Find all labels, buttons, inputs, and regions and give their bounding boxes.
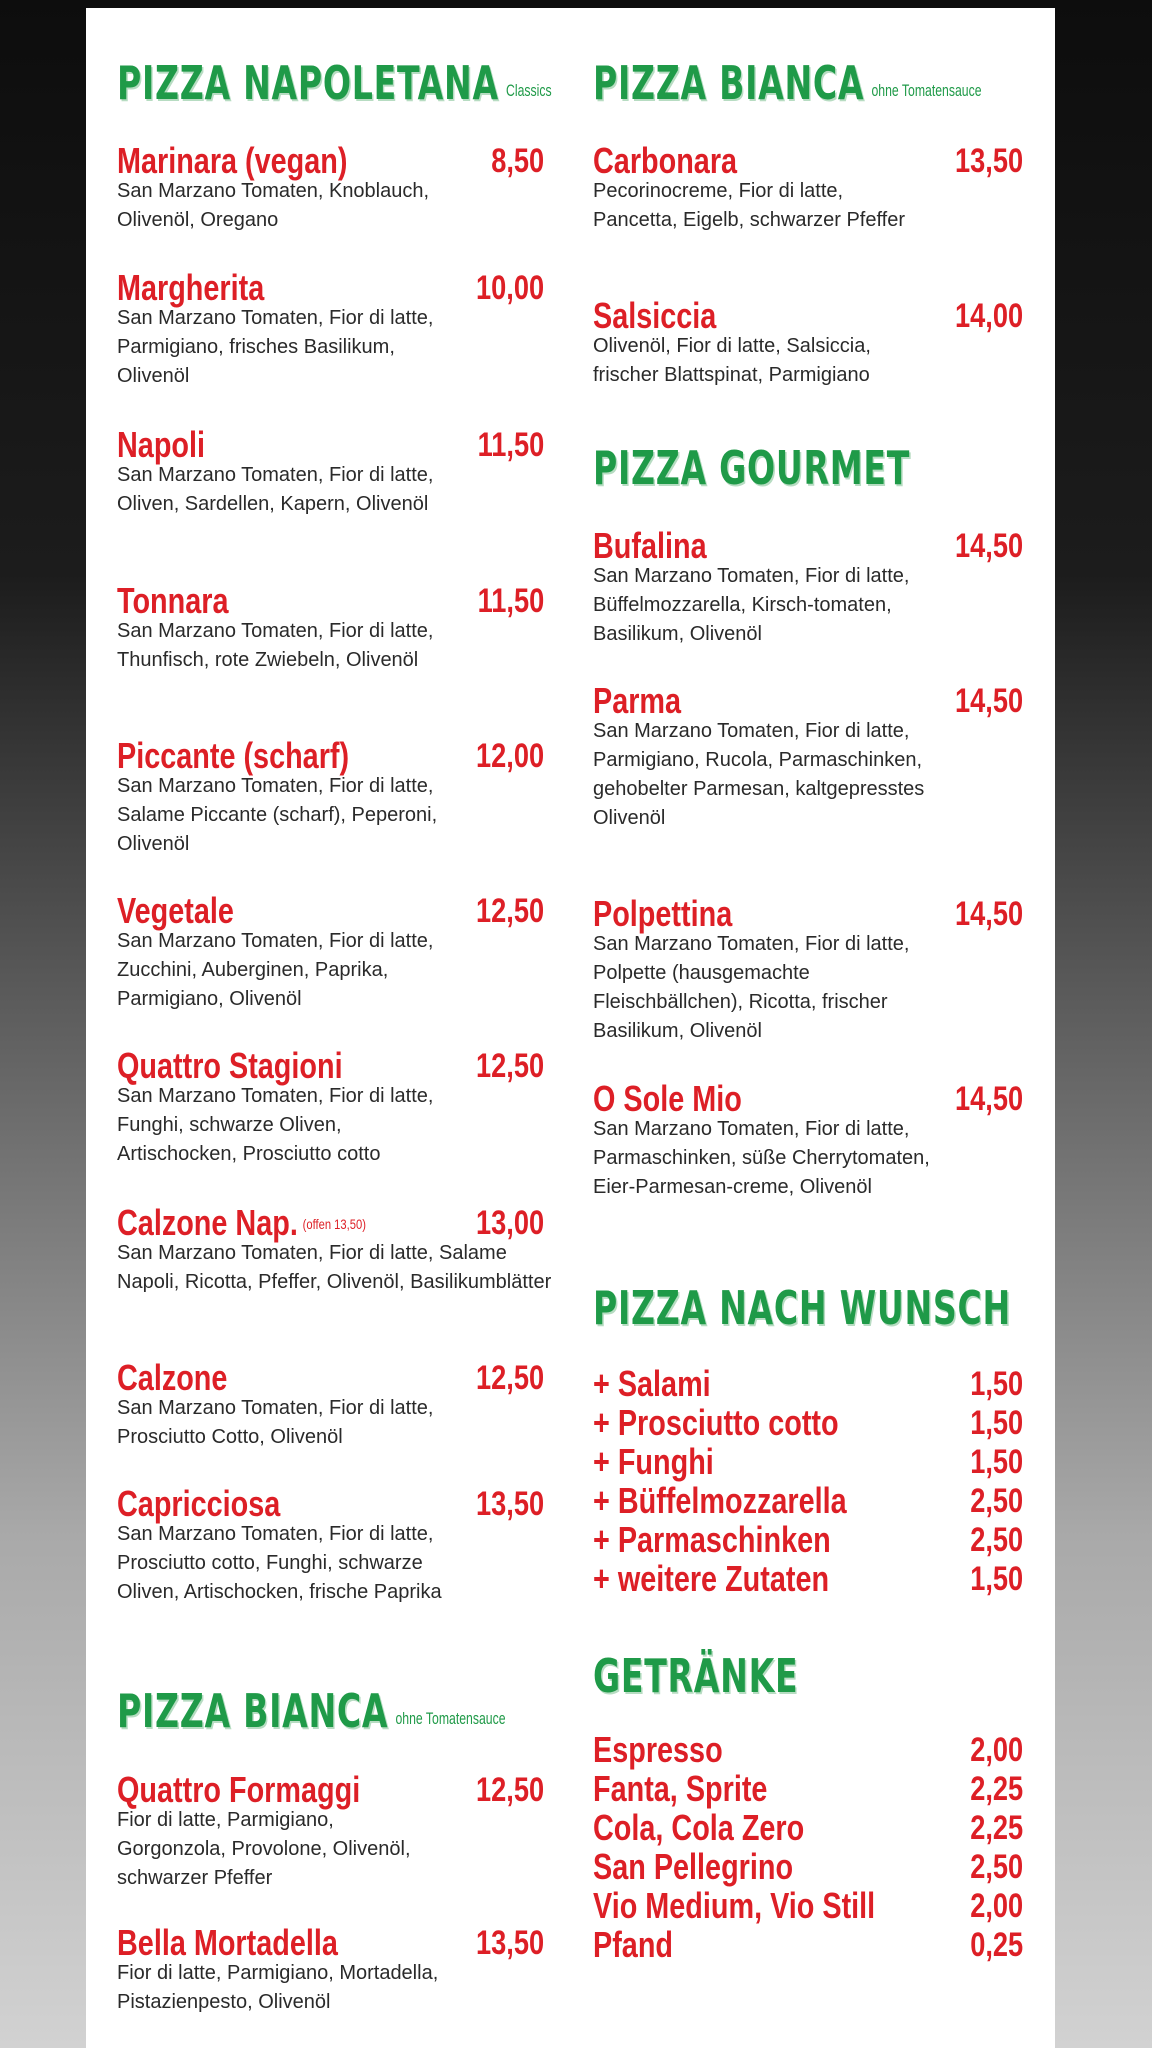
item-price: 2,50 <box>970 1521 1023 1559</box>
menu-item-carbonara <box>593 140 1023 235</box>
item-name: Bella Mortadella <box>117 1922 338 1963</box>
menu-card <box>86 8 1055 2048</box>
section-note: ohne Tomatensauce <box>395 1709 506 1728</box>
item-name: Calzone <box>117 1357 228 1398</box>
item-price: 0,25 <box>970 1926 1023 1964</box>
item-name: + Prosciutto cotto <box>593 1402 839 1443</box>
menu-item-margherita <box>117 267 544 391</box>
item-name: + Funghi <box>593 1441 714 1482</box>
item-description: San Marzano Tomaten, Fior di latte, Parmigiano, frisches Basilikum, Olivenöl <box>117 307 434 387</box>
item-name: Margherita <box>117 267 265 308</box>
item-price: 13,00 <box>475 1204 544 1242</box>
extra-weitere-zutaten <box>593 1558 1023 1600</box>
item-description: Fior di latte, Parmigiano, Gorgonzola, Provolone, Olivenöl, schwarzer Pfeffer <box>117 1809 411 1889</box>
extra-parmaschinken <box>593 1519 1023 1561</box>
item-description: San Marzano Tomaten, Fior di latte, Parmaschinken, süße Cherrytomaten, Eier-Parmesan-creme, Olivenöl <box>593 1118 930 1198</box>
section-title-text: PIZZA NACH WUNSCH <box>593 1281 1011 1335</box>
item-description: San Marzano Tomaten, Fior di latte, Prosciutto Cotto, Olivenöl <box>117 1397 434 1448</box>
item-name: Tonnara <box>117 580 229 621</box>
drink-vio <box>593 1885 1023 1927</box>
menu-item-calzone <box>117 1357 544 1452</box>
item-price: 14,50 <box>954 527 1023 565</box>
item-price: 12,50 <box>475 1359 544 1397</box>
item-description: San Marzano Tomaten, Fior di latte, Büffelmozzarella, Kirsch-tomaten, Basilikum, Olivenöl <box>593 565 910 645</box>
menu-item-bufalina <box>593 525 1023 649</box>
item-description: San Marzano Tomaten, Fior di latte, Prosciutto cotto, Funghi, schwarze Oliven, Artischocken, frische Paprika <box>117 1523 442 1603</box>
item-name: + weitere Zutaten <box>593 1558 830 1599</box>
item-name: Piccante (scharf) <box>117 735 350 776</box>
menu-item-parma <box>593 680 1023 833</box>
section-title-text: PIZZA NAPOLETANA <box>117 56 499 110</box>
item-price: 2,25 <box>970 1770 1023 1808</box>
menu-item-marinara <box>117 140 544 235</box>
menu-item-quattro-formaggi <box>117 1769 544 1893</box>
drink-espresso <box>593 1729 1023 1771</box>
section-title-wunsch <box>593 1281 1011 1335</box>
item-name: + Parmaschinken <box>593 1519 831 1560</box>
item-price: 12,50 <box>475 1047 544 1085</box>
menu-item-o-sole-mio <box>593 1078 1023 1202</box>
item-name: Parma <box>593 680 682 721</box>
item-price: 1,50 <box>970 1404 1023 1442</box>
item-description: San Marzano Tomaten, Fior di latte, Salame Piccante (scharf), Peperoni, Olivenöl <box>117 775 438 855</box>
drink-san-pellegrino <box>593 1846 1023 1888</box>
item-name: Capricciosa <box>117 1483 281 1524</box>
drink-pfand <box>593 1924 1023 1966</box>
item-price: 14,50 <box>954 682 1023 720</box>
extra-salami <box>593 1363 1023 1405</box>
section-title-text: PIZZA GOURMET <box>593 441 911 495</box>
item-price: 2,50 <box>970 1848 1023 1886</box>
item-price: 2,00 <box>970 1731 1023 1769</box>
item-name: Quattro Formaggi <box>117 1769 361 1810</box>
menu-item-napoli <box>117 424 544 519</box>
item-price: 13,50 <box>475 1924 544 1962</box>
item-price: 11,50 <box>477 582 544 620</box>
drink-cola <box>593 1807 1023 1849</box>
menu-item-tonnara <box>117 580 544 675</box>
item-name: Vegetale <box>117 890 234 931</box>
item-description: Olivenöl, Fior di latte, Salsiccia, frischer Blattspinat, Parmigiano <box>593 335 871 386</box>
section-note: ohne Tomatensauce <box>871 81 982 100</box>
menu-item-quattro-stagioni <box>117 1045 544 1169</box>
drink-fanta-sprite <box>593 1768 1023 1810</box>
item-name-text: Calzone Nap. <box>117 1202 298 1243</box>
item-price: 12,50 <box>475 1771 544 1809</box>
item-description: San Marzano Tomaten, Fior di latte, Zucchini, Auberginen, Paprika, Parmigiano, Olivenöl <box>117 930 434 1010</box>
item-name <box>117 1202 366 1243</box>
item-name: Polpettina <box>593 893 733 934</box>
item-price: 13,50 <box>954 142 1023 180</box>
item-price: 12,00 <box>475 737 544 775</box>
item-price: 11,50 <box>477 426 544 464</box>
extra-prosciutto <box>593 1402 1023 1444</box>
section-title-gourmet <box>593 441 911 495</box>
item-price: 14,50 <box>954 895 1023 933</box>
item-price: 13,50 <box>475 1485 544 1523</box>
item-description: San Marzano Tomaten, Fior di latte, Polpette (hausgemachte Fleischbällchen), Ricotta, frischer Basilikum, Olivenöl <box>593 933 910 1042</box>
menu-item-capricciosa <box>117 1483 544 1607</box>
section-title-napoletana <box>117 56 552 110</box>
item-price: 2,00 <box>970 1887 1023 1925</box>
item-price: 8,50 <box>491 142 544 180</box>
section-title-bianca-left <box>117 1684 506 1738</box>
item-price: 14,50 <box>954 1080 1023 1118</box>
item-name: Carbonara <box>593 140 738 181</box>
item-description: San Marzano Tomaten, Fior di latte, Parmigiano, Rucola, Parmaschinken, gehobelter Parmesan, kaltgepresstes Olivenöl <box>593 720 925 829</box>
item-price: 1,50 <box>970 1560 1023 1598</box>
item-description: San Marzano Tomaten, Fior di latte, Funghi, schwarze Oliven, Artischocken, Prosciutto cotto <box>117 1085 434 1165</box>
item-description: Fior di latte, Parmigiano, Mortadella, Pistazienpesto, Olivenöl <box>117 1962 439 2013</box>
menu-item-vegetale <box>117 890 544 1014</box>
item-price: 1,50 <box>970 1365 1023 1403</box>
item-name: San Pellegrino <box>593 1846 794 1887</box>
item-name: Salsiccia <box>593 295 717 336</box>
menu-item-polpettina <box>593 893 1023 1046</box>
item-note: (offen 13,50) <box>302 1216 366 1232</box>
item-name: Fanta, Sprite <box>593 1768 768 1809</box>
item-price: 2,50 <box>970 1482 1023 1520</box>
extra-funghi <box>593 1441 1023 1483</box>
item-description: Pecorinocreme, Fior di latte, Pancetta, Eigelb, schwarzer Pfeffer <box>593 180 906 231</box>
section-title-text: PIZZA BIANCA <box>593 56 865 110</box>
section-title-getraenke <box>593 1649 799 1703</box>
item-name: Pfand <box>593 1924 674 1965</box>
menu-item-calzone-nap <box>117 1202 552 1297</box>
item-name: Espresso <box>593 1729 723 1770</box>
item-description: San Marzano Tomaten, Fior di latte, Thunfisch, rote Zwiebeln, Olivenöl <box>117 620 434 671</box>
item-name: O Sole Mio <box>593 1078 742 1119</box>
item-price: 1,50 <box>970 1443 1023 1481</box>
item-name: + Büffelmozzarella <box>593 1480 847 1521</box>
item-name: Marinara (vegan) <box>117 140 348 181</box>
section-title-bianca-right <box>593 56 982 110</box>
item-price: 14,00 <box>954 297 1023 335</box>
item-name: Cola, Cola Zero <box>593 1807 805 1848</box>
item-name: Vio Medium, Vio Still <box>593 1885 876 1926</box>
item-price: 2,25 <box>970 1809 1023 1847</box>
item-price: 12,50 <box>475 892 544 930</box>
menu-item-bella-mortadella <box>117 1922 544 2017</box>
item-name: Bufalina <box>593 525 707 566</box>
item-price: 10,00 <box>475 269 544 307</box>
item-description: San Marzano Tomaten, Fior di latte, Oliven, Sardellen, Kapern, Olivenöl <box>117 464 434 515</box>
item-description: San Marzano Tomaten, Knoblauch, Olivenöl, Oregano <box>117 180 430 231</box>
extra-bueffelmozzarella <box>593 1480 1023 1522</box>
item-name: Quattro Stagioni <box>117 1045 343 1086</box>
item-name: + Salami <box>593 1363 711 1404</box>
section-note: Classics <box>506 81 552 100</box>
item-description: San Marzano Tomaten, Fior di latte, Salame Napoli, Ricotta, Pfeffer, Olivenöl, Basilikumblätter <box>117 1242 552 1293</box>
menu-item-piccante <box>117 735 544 859</box>
menu-item-salsiccia <box>593 295 1023 390</box>
section-title-text: PIZZA BIANCA <box>117 1684 389 1738</box>
item-name: Napoli <box>117 424 206 465</box>
section-title-text: GETRÄNKE <box>593 1649 799 1703</box>
